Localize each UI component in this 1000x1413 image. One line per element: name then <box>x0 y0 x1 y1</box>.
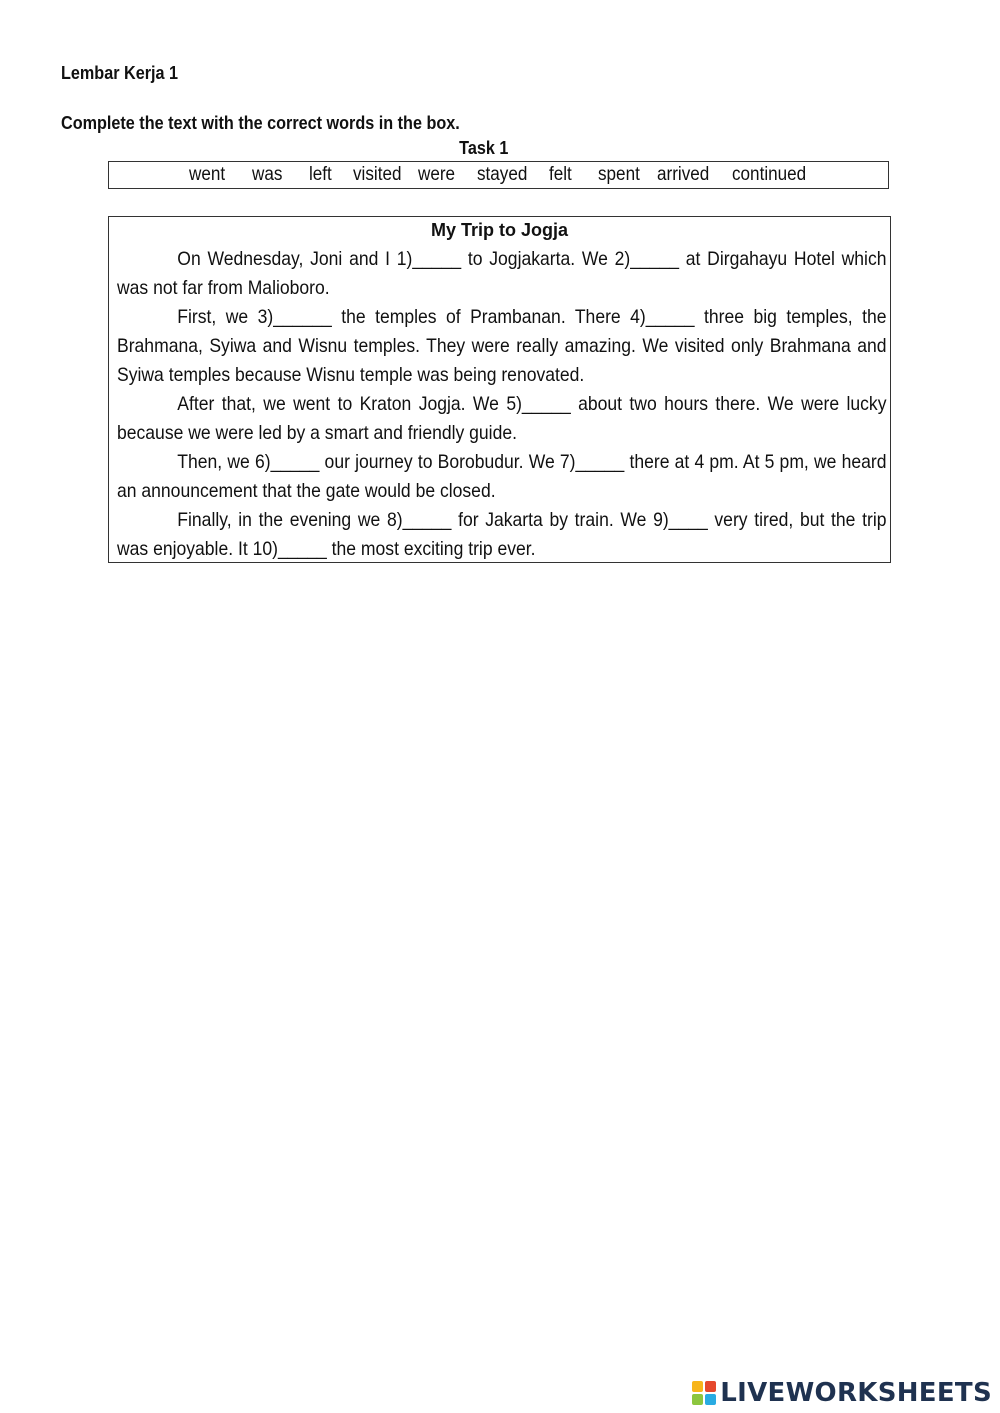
logo-square-4 <box>705 1394 716 1405</box>
logo-square-3 <box>692 1394 703 1405</box>
word-arrived: arrived <box>657 164 710 185</box>
story-box <box>108 216 891 563</box>
worksheet-title: Lembar Kerja 1 <box>61 63 179 83</box>
story-paragraph-5: Finally, in the evening we 8)_____ for Jakarta by train. We 9)____ very tired, but the trip was enjoyable. It 10)_____ the most exciting trip ever. <box>117 509 887 560</box>
story-paragraph-2: First, we 3)______ the temples of Prambanan. There 4)_____ three big temples, the Brahmana, Syiwa and Wisnu temples. They were really amazing. We visited only Brahmana and Syiwa temples because Wisnu temple was being renovated. <box>117 306 887 386</box>
instruction-text: Complete the text with the correct words in the box. <box>61 113 460 133</box>
logo-text: LIVEWORKSHEETS <box>720 1378 992 1408</box>
word-box <box>108 161 889 189</box>
word-stayed: stayed <box>477 164 528 185</box>
word-were: were <box>418 164 456 185</box>
word-left: left <box>309 164 332 185</box>
story-title: My Trip to Jogja <box>430 220 568 240</box>
word-felt: felt <box>549 164 572 185</box>
word-spent: spent <box>598 164 640 185</box>
liveworksheets-logo-icon <box>692 1381 716 1405</box>
logo-square-2 <box>705 1381 716 1392</box>
word-continued: continued <box>732 164 807 185</box>
word-was: was <box>252 164 283 185</box>
liveworksheets-watermark <box>692 1376 992 1410</box>
story-paragraph-4: Then, we 6)_____ our journey to Borobudur. We 7)_____ there at 4 pm. At 5 pm, we heard an announcement that the gate would be closed. <box>117 451 887 502</box>
story-text <box>117 245 887 564</box>
logo-square-1 <box>692 1381 703 1392</box>
story-paragraph-3: After that, we went to Kraton Jogja. We 5)_____ about two hours there. We were lucky because we were led by a smart and friendly guide. <box>117 393 887 444</box>
word-visited: visited <box>353 164 402 185</box>
story-paragraph-1: On Wednesday, Joni and I 1)_____ to Jogjakarta. We 2)_____ at Dirgahayu Hotel which was not far from Malioboro. <box>117 248 887 299</box>
task-label: Task 1 <box>459 138 509 158</box>
word-went: went <box>189 164 226 185</box>
